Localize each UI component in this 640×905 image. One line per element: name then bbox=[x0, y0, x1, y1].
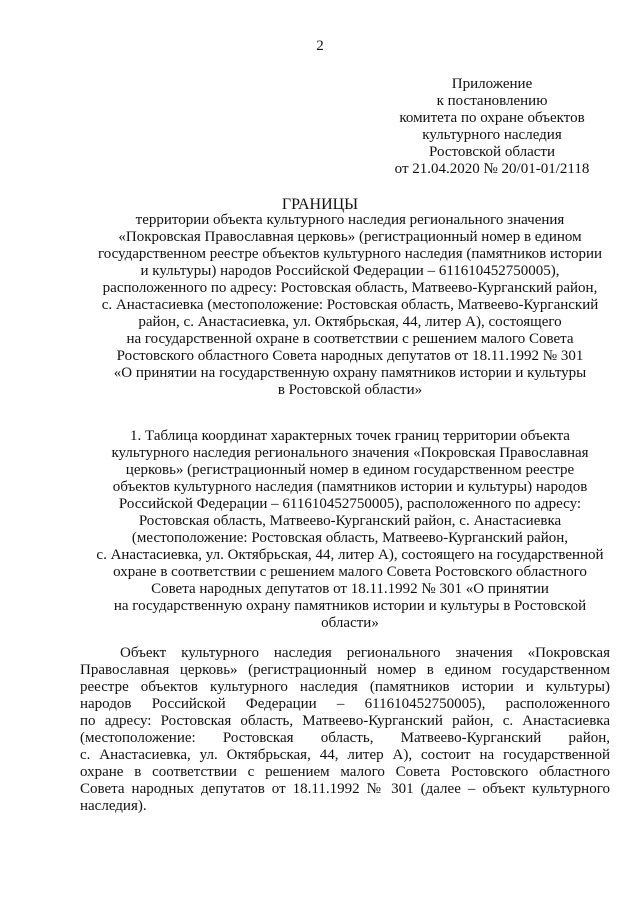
body-line: Православная церковь» (регистрационный номер в едином государственном bbox=[80, 662, 610, 678]
document-title bbox=[80, 212, 620, 399]
document-heading: ГРАНИЦЫ bbox=[281, 196, 359, 213]
body-line: по адресу: Ростовская область, Матвеево-Курганский район, с. Анастасиевка bbox=[80, 713, 610, 729]
table-title-line: охране в соответствии с решением малого Совета Ростовского областного bbox=[113, 564, 587, 580]
table-title-line: Российской Федерации – 611610452750005), расположенного по адресу: bbox=[118, 496, 582, 512]
title-line: и культуры) народов Российской Федерации – 611610452750005), bbox=[140, 263, 560, 279]
title-line: территории объекта культурного наследия регионального значения bbox=[135, 212, 565, 228]
table-title-line: на государственную охрану памятников истории и культуры в Ростовской bbox=[113, 598, 587, 614]
page-number: 2 bbox=[316, 38, 324, 54]
body-line: (местоположение: Ростовская область, Матвеево-Курганский район, bbox=[80, 730, 610, 746]
body-paragraph bbox=[80, 645, 610, 815]
body-line: наследия). bbox=[80, 798, 147, 814]
table-title-line: объектов культурного наследия (памятников истории и культуры) народов bbox=[112, 479, 588, 495]
table-title-line: области» bbox=[321, 615, 379, 631]
table-title-line: церковь» (регистрационный номер в едином государственном реестре bbox=[125, 462, 575, 478]
appendix-block bbox=[378, 76, 606, 178]
body-line: Объект культурного наследия регионального значения «Покровская bbox=[120, 645, 610, 661]
appendix-line: к постановлению bbox=[436, 93, 548, 109]
table-title-line: (местоположение: Ростовская область, Матвеево-Курганский район, bbox=[131, 530, 569, 546]
table-section-title bbox=[80, 428, 620, 632]
table-title-line: культурного наследия регионального значения «Покровская Православная bbox=[111, 445, 589, 461]
body-line: народов Российской Федерации – 611610452750005), расположенного bbox=[80, 696, 610, 712]
title-line: в Ростовской области» bbox=[277, 382, 423, 398]
body-line: Совета народных депутатов от 18.11.1992 № 301 (далее – объект культурного bbox=[80, 781, 610, 797]
title-line: государственном реестре объектов культурного наследия (памятников истории bbox=[97, 246, 603, 262]
title-line: район, с. Анастасиевка, ул. Октябрьская, 44, литер А), состоящего bbox=[138, 314, 562, 330]
title-line: на государственной охране в соответствии с решением малого Совета bbox=[126, 331, 574, 347]
title-line: Ростовского областного Совета народных депутатов от 18.11.1992 № 301 bbox=[116, 348, 584, 364]
title-line: расположенного по адресу: Ростовская область, Матвеево-Курганский район, bbox=[102, 280, 598, 296]
appendix-line: Приложение bbox=[451, 76, 533, 92]
table-title-line: 1. Таблица координат характерных точек границ территории объекта bbox=[130, 428, 570, 444]
body-line: с. Анастасиевка, ул. Октябрьская, 44, литер А), состоит на государственной bbox=[80, 747, 610, 763]
table-title-line: Ростовская область, Матвеево-Курганский район, с. Анастасиевка bbox=[138, 513, 562, 529]
title-line: «Покровская Православная церковь» (регистрационный номер в едином bbox=[118, 229, 582, 245]
appendix-line: от 21.04.2020 № 20/01-01/2118 bbox=[394, 161, 590, 177]
body-line: реестре объектов культурного наследия (памятников истории и культуры) bbox=[80, 679, 610, 695]
appendix-line: Ростовской области bbox=[429, 144, 555, 160]
table-title-line: с. Анастасиевка, ул. Октябрьская, 44, литер А), состоящего на государственной bbox=[96, 547, 604, 563]
title-line: «О принятии на государственную охрану памятников истории и культуры bbox=[113, 365, 587, 381]
title-line: с. Анастасиевка (местоположение: Ростовская область, Матвеево-Курганский bbox=[101, 297, 599, 313]
table-title-line: Совета народных депутатов от 18.11.1992 № 301 «О принятии bbox=[151, 581, 549, 597]
body-line: охране в соответствии с решением малого Совета Ростовского областного bbox=[80, 764, 610, 780]
appendix-line: культурного наследия bbox=[422, 127, 562, 143]
appendix-line: комитета по охране объектов bbox=[399, 110, 585, 126]
